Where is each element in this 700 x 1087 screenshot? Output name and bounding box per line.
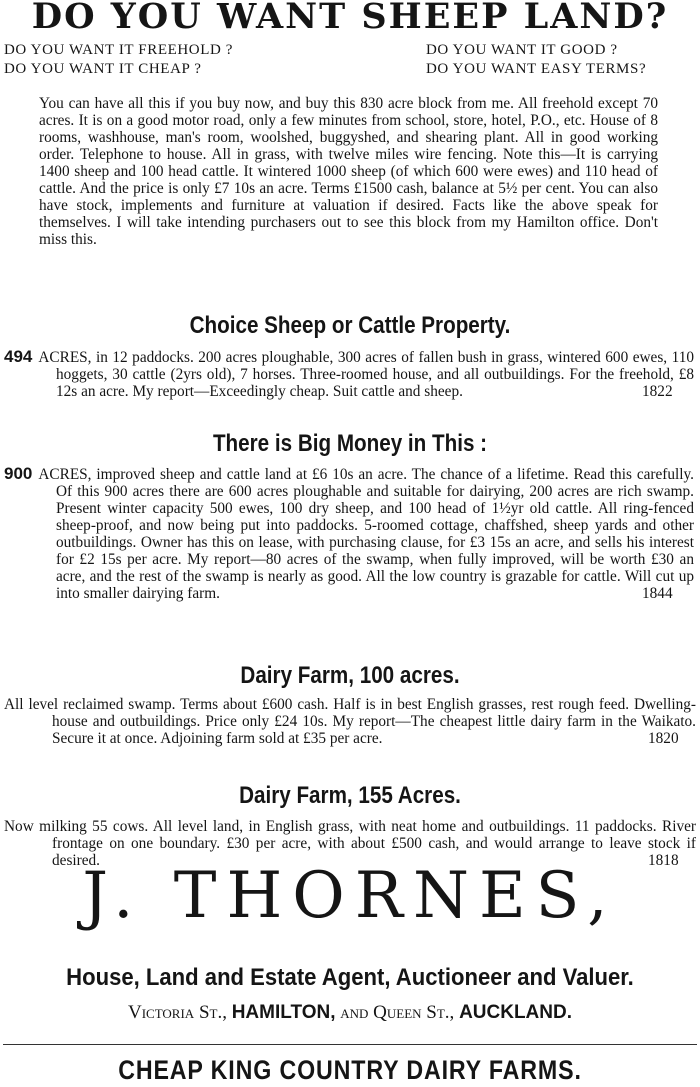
listing-text: ACRES, in 12 paddocks. 200 acres ploughable, 300 acres of fallen bush in grass, wintered 600 ewes, 110 hoggets, 30 cattle (2yrs old), 7 horses. Three-roomed house, and all outbuildings. For the freehold, £8 12s an acre. My report—Exceedingly cheap. Suit cattle and sheep. — [38, 349, 694, 400]
question-good: DO YOU WANT IT GOOD ? — [426, 42, 618, 58]
listing-number: 900 — [4, 464, 33, 483]
agent-address — [0, 1001, 700, 1025]
agent-title: House, Land and Estate Agent, Auctioneer and Valuer. — [66, 964, 634, 991]
listing-text: Now milking 55 cows. All level land, in English grass, with neat home and outbuildings. 11 paddocks. River frontage on one boundary. £30 per acre, with about £500 cash, and would arrange to leave stock if desired. — [4, 818, 696, 869]
listing-heading-dairy-100: Dairy Farm, 100 acres. — [240, 662, 460, 689]
listing-text: ACRES, improved sheep and cattle land at £6 10s an acre. The chance of a lifetime. Read this carefully. Of this 900 acres there are 600 acres ploughable and suitable for dairying, 200 acres are rich swamp. Present winter capacity 500 ewes, 100 dry sheep, and 100 head of 1½yr old cattle. All ring-fenced sheep-proof, and now being put into paddocks. 5-roomed cottage, chaffshed, sheep yards and other outbuildings. Owner has this on lease, with purchasing clause, for £3 15s an acre, and sells his interest for £2 15s per acre. My report—80 acres of the swamp, when fully improved, will be worth £30 an acre, and the rest of the swamp is nearly as good. All the low country is grazable for cattle. Will cut up into smaller dairying farm. — [38, 466, 694, 602]
listing-heading-sheep-cattle: Choice Sheep or Cattle Property. — [189, 312, 511, 339]
address-street-1: Victoria St., — [127, 1002, 227, 1023]
headline: DO YOU WANT SHEEP LAND? — [31, 0, 669, 37]
footer-heading: CHEAP KING COUNTRY DAIRY FARMS. — [118, 1055, 582, 1085]
intro-paragraph: You can have all this if you buy now, and buy this 830 acre block from me. All freehold except 70 acres. It is on a good motor road, only a few minutes from school, store, hotel, P.O., etc. House of 8 rooms, washhouse, man's room, woolshed, buggyshed, and shearing plant. All in good working order. Telephone to house. All in grass, with twelve miles wire fencing. Note this—It is carrying 1400 sheep and 100 head cattle. It wintered 1000 sheep (of which 600 were ewes) and 110 head of cattle. And the price is only £7 10s an acre. Terms £1500 cash, balance at 5½ per cent. You can also have stock, implements and furniture at valuation if desired. Facts like the above speak for themselves. I will take intending purchasers out to see this block from my Hamilton office. Don't miss this. — [39, 95, 658, 248]
address-city-2: AUCKLAND. — [459, 1002, 572, 1023]
agent-name: J. THORNES, — [82, 859, 618, 933]
listing-dairy-100-acres: All level reclaimed swamp. Terms about £600 cash. Half is in best English grasses, rest rough feed. Dwelling-house and outbuildings. Price only £24 10s. My report—The cheapest little dairy farm in the Waikato. Secure it at once. Adjoining farm sold at £35 per acre. 1820 — [4, 696, 696, 747]
address-street-2: Queen St., — [373, 1002, 455, 1023]
listing-heading-big-money: There is Big Money in This : — [212, 430, 488, 457]
listing-heading-dairy-155: Dairy Farm, 155 Acres. — [239, 782, 461, 809]
question-cheap: DO YOU WANT IT CHEAP ? — [4, 61, 202, 77]
question-freehold: DO YOU WANT IT FREEHOLD ? — [4, 42, 234, 58]
address-and: and — [340, 1002, 369, 1023]
question-row-1 — [4, 42, 696, 59]
listing-number: 494 — [4, 347, 33, 366]
listing-900-acres: 900 ACRES, improved sheep and cattle land at £6 10s an acre. The chance of a lifetime. Read this carefully. Of this 900 acres there are 600 acres ploughable and suitable for dairying, 200 acres are rich swamp. Present winter capacity 500 ewes, 100 dry sheep, and 100 head of 1½yr old cattle. All ring-fenced sheep-proof, and now being put into paddocks. 5-roomed cottage, chaffshed, sheep yards and other outbuildings. Owner has this on lease, with purchasing clause, for £3 15s an acre, and sells his interest for £2 15s per acre. My report—80 acres of the swamp, when fully improved, will be worth £30 an acre, and the rest of the swamp is nearly as good. All the low country is grazable for cattle. Will cut up into smaller dairying farm. 1844 — [4, 464, 694, 602]
question-row-2 — [4, 61, 696, 78]
address-city-1: HAMILTON, — [231, 1002, 336, 1023]
listing-dairy-155-acres: Now milking 55 cows. All level land, in English grass, with neat home and outbuildings. 11 paddocks. River frontage on one boundary. £30 per acre, with about £500 cash, and would arrange to leave stock if desired. 1818 — [4, 818, 696, 869]
listing-text: All level reclaimed swamp. Terms about £600 cash. Half is in best English grasses, rest rough feed. Dwelling-house and outbuildings. Price only £24 10s. My report—The cheapest little dairy farm in the Waikato. Secure it at once. Adjoining farm sold at £35 per acre. — [4, 696, 696, 747]
question-easy-terms: DO YOU WANT EASY TERMS? — [426, 61, 647, 77]
listing-494-acres: 494 ACRES, in 12 paddocks. 200 acres ploughable, 300 acres of fallen bush in grass, wintered 600 ewes, 110 hoggets, 30 cattle (2yrs old), 7 horses. Three-roomed house, and all outbuildings. For the freehold, £8 12s an acre. My report—Exceedingly cheap. Suit cattle and sheep. 1822 — [4, 347, 694, 400]
divider-rule — [3, 1044, 697, 1045]
